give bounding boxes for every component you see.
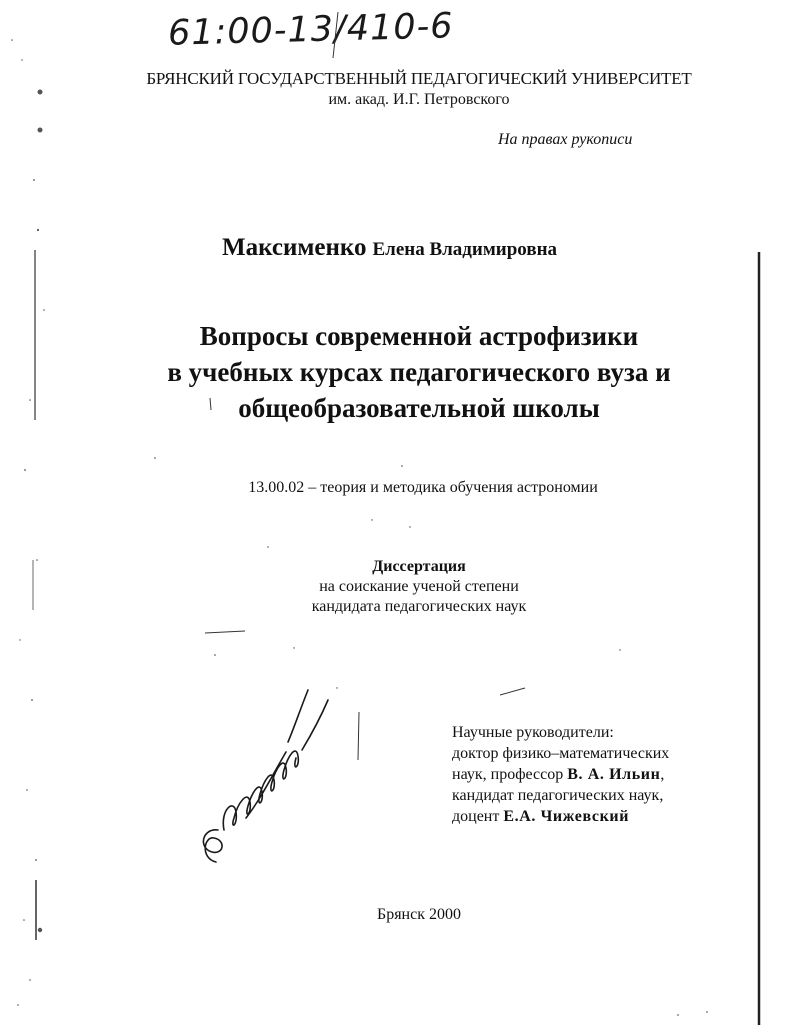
author-surname: Максименко bbox=[222, 234, 367, 261]
supervisors-block bbox=[452, 722, 669, 827]
author-name bbox=[222, 234, 557, 262]
title-line-2: в учебных курсах педагогического вуза и bbox=[167, 357, 671, 387]
dissertation-degree-line: на соискание ученой степени bbox=[319, 578, 519, 595]
supervisor-1-line bbox=[452, 764, 669, 785]
title-line-1: Вопросы современной астрофизики bbox=[199, 321, 639, 351]
author-given-names: Елена Владимировна bbox=[372, 239, 558, 260]
dissertation-label: Диссертация bbox=[372, 558, 466, 575]
supervisor-2-name: Е.А. Чижевский bbox=[503, 808, 630, 825]
university-named-after: им. акад. И.Г. Петровского bbox=[328, 91, 510, 108]
title-line-3: общеобразовательной школы bbox=[238, 393, 600, 423]
scan-edge-left-noise bbox=[0, 0, 60, 1025]
handwritten-signature bbox=[190, 680, 350, 870]
dissertation-field-line: кандидата педагогических наук bbox=[311, 598, 527, 615]
handwritten-archive-code: 61:00-13/410-6 bbox=[167, 6, 455, 54]
supervisor-2-title: доцент bbox=[452, 808, 504, 825]
manuscript-rights-note: На правах рукописи bbox=[498, 131, 633, 148]
supervisor-2-degree: кандидат педагогических наук, bbox=[452, 787, 664, 804]
dissertation-block bbox=[138, 557, 700, 617]
specialty-code: 13.00.02 – теория и методика обучения астрономии bbox=[248, 479, 598, 496]
supervisor-1-name: В. А. Ильин bbox=[567, 766, 661, 783]
dissertation-title bbox=[138, 318, 700, 426]
supervisor-1-suffix: , bbox=[660, 766, 665, 783]
university-name: БРЯНСКИЙ ГОСУДАРСТВЕННЫЙ ПЕДАГОГИЧЕСКИЙ УНИВЕРСИТЕТ bbox=[146, 69, 692, 88]
supervisor-1-degree: доктор физико–математических bbox=[452, 745, 670, 762]
supervisors-heading: Научные руководители: bbox=[452, 724, 614, 741]
supervisor-2-line bbox=[452, 806, 669, 827]
city-and-year: Брянск 2000 bbox=[377, 906, 461, 923]
scan-edge-right-border bbox=[740, 0, 793, 1025]
supervisor-1-title: наук, профессор bbox=[452, 766, 568, 783]
